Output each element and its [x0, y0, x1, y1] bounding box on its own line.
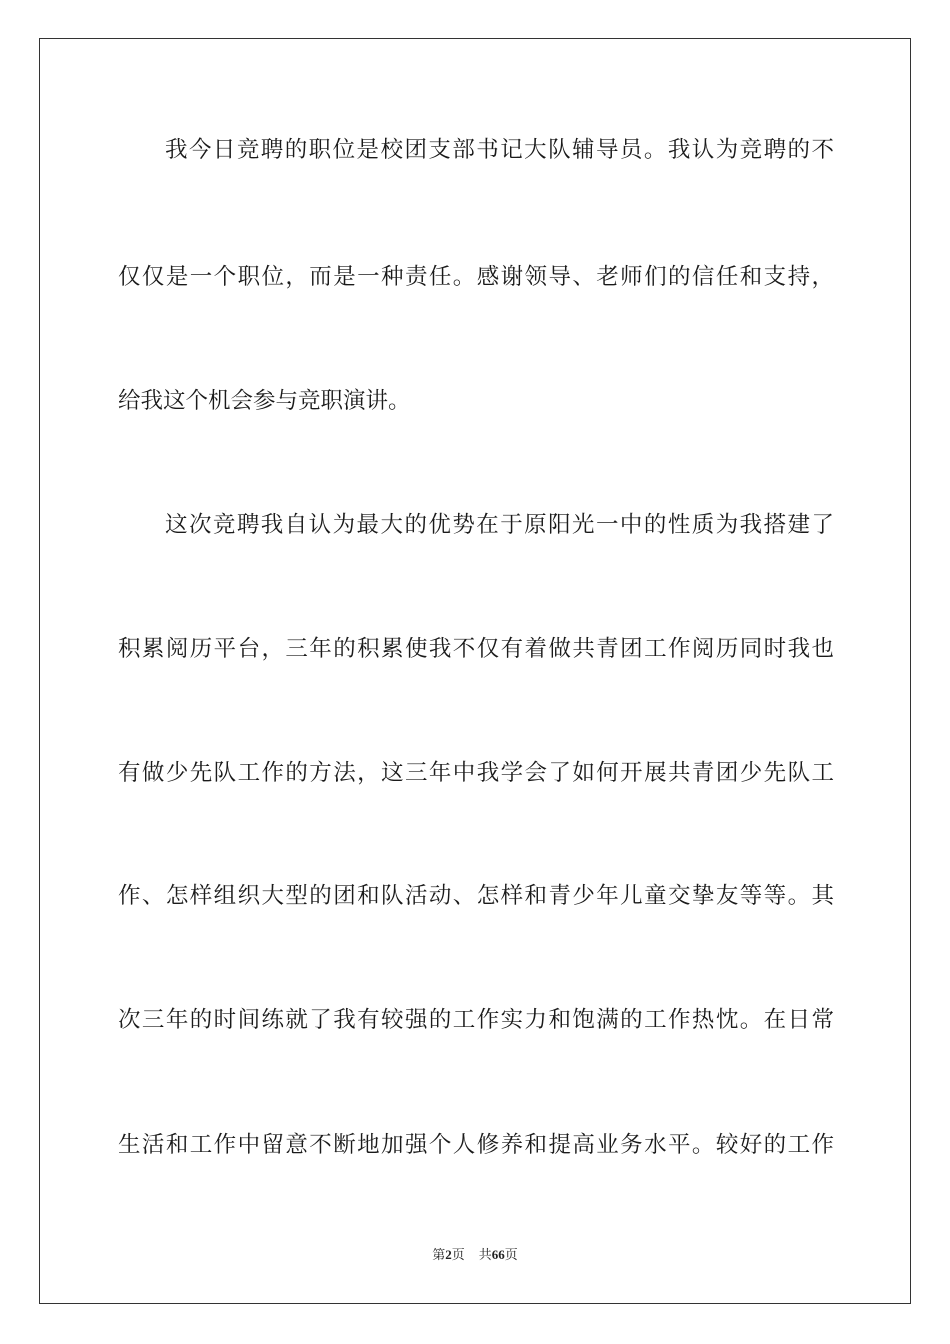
page-suffix: 页 — [451, 1247, 465, 1262]
page-footer — [0, 1246, 950, 1264]
page-total: 66 — [491, 1247, 505, 1262]
text-line: 这次竞聘我自认为最大的优势在于原阳光一中的性质为我搭建了 — [165, 512, 834, 538]
page-border — [39, 38, 911, 1304]
text-line: 生活和工作中留意不断地加强个人修养和提高业务水平。较好的工作 — [118, 1132, 834, 1158]
text-line: 有做少先队工作的方法，这三年中我学会了如何开展共青团少先队工 — [118, 760, 834, 786]
text-line: 积累阅历平台，三年的积累使我不仅有着做共青团工作阅历同时我也 — [118, 636, 834, 662]
text-line: 次三年的时间练就了我有较强的工作实力和饱满的工作热忱。在日常 — [118, 1007, 834, 1033]
text-line: 我今日竞聘的职位是校团支部书记大队辅导员。我认为竞聘的不 — [165, 137, 834, 163]
page-current: 2 — [445, 1247, 452, 1262]
text-line: 仅仅是一个职位，而是一种责任。感谢领导、老师们的信任和支持， — [118, 264, 834, 290]
total-prefix: 共 — [478, 1247, 492, 1262]
page-prefix: 第 — [432, 1247, 446, 1262]
total-suffix: 页 — [504, 1247, 518, 1262]
text-line: 给我这个机会参与竞职演讲。 — [118, 388, 411, 414]
text-line: 作、怎样组织大型的团和队活动、怎样和青少年儿童交挚友等等。其 — [118, 883, 834, 909]
